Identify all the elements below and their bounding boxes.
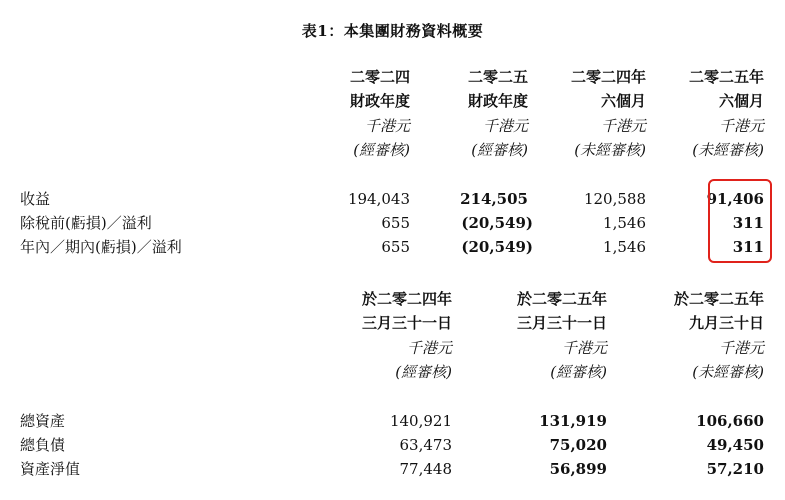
table-cell: 1,546 (603, 214, 646, 232)
row-label-total-assets: 總資產 (20, 412, 66, 430)
s1-col4-line2: 六個月 (718, 92, 764, 110)
table-cell: 655 (381, 214, 410, 232)
s2-col1-line2: 三月三十一日 (361, 314, 452, 332)
s1-col2-unit: 千港元 (482, 117, 528, 135)
s1-col4-line1: 二零二五年 (688, 68, 764, 86)
s2-col2-unit: 千港元 (561, 339, 607, 357)
s2-col3-audit: (未經審核) (692, 363, 764, 381)
s1-col2-line1: 二零二五 (467, 68, 528, 86)
s1-col1-line1: 二零二四 (349, 68, 410, 86)
s1-col3-unit: 千港元 (600, 117, 646, 135)
s2-col2-line1: 於二零二五年 (516, 290, 607, 308)
table-cell: 57,210 (706, 460, 764, 478)
table-cell: (20,549) (461, 238, 533, 256)
table-cell: 311 (732, 238, 764, 256)
row-label-period-profit: 年內／期內(虧損)／溢利 (20, 238, 182, 256)
s1-col4-unit: 千港元 (718, 117, 764, 135)
s1-col3-audit: (未經審核) (574, 141, 646, 159)
s1-col1-line2: 財政年度 (349, 92, 410, 110)
s2-col3-line1: 於二零二五年 (673, 290, 764, 308)
table-cell: 131,919 (539, 412, 607, 430)
table-cell: 311 (732, 214, 764, 232)
table-cell: 75,020 (549, 436, 607, 454)
s1-col4-audit: (未經審核) (692, 141, 764, 159)
table-cell: 1,546 (603, 238, 646, 256)
row-label-total-liabilities: 總負債 (20, 436, 66, 454)
table-cell: 194,043 (347, 190, 410, 208)
row-label-net-assets: 資產淨值 (20, 460, 81, 478)
row-label-revenue: 收益 (20, 190, 51, 208)
table-cell: 91,406 (706, 190, 764, 208)
s1-col1-audit: (經審核) (353, 141, 410, 159)
s1-col3-line2: 六個月 (600, 92, 646, 110)
table-cell: 214,505 (460, 190, 528, 208)
table-cell: 655 (381, 238, 410, 256)
s2-col3-line2: 九月三十日 (688, 314, 764, 332)
s2-col1-unit: 千港元 (406, 339, 452, 357)
highlight-box (708, 179, 772, 263)
s1-col2-audit: (經審核) (471, 141, 528, 159)
table-title: 表1：本集團財務資料概要 (301, 22, 484, 40)
s1-col3-line1: 二零二四年 (570, 68, 646, 86)
s2-col2-line2: 三月三十一日 (516, 314, 607, 332)
table-cell: 140,921 (389, 412, 452, 430)
row-label-pretax: 除稅前(虧損)／溢利 (20, 214, 152, 232)
s2-col1-audit: (經審核) (395, 363, 452, 381)
table-cell: (20,549) (461, 214, 533, 232)
table-cell: 77,448 (399, 460, 452, 478)
table-cell: 106,660 (696, 412, 764, 430)
table-cell: 120,588 (583, 190, 646, 208)
table-cell: 63,473 (399, 436, 452, 454)
s1-col2-line2: 財政年度 (467, 92, 528, 110)
s2-col1-line1: 於二零二四年 (361, 290, 452, 308)
table-cell: 49,450 (706, 436, 764, 454)
s2-col3-unit: 千港元 (718, 339, 764, 357)
table-cell: 56,899 (549, 460, 607, 478)
s2-col2-audit: (經審核) (550, 363, 607, 381)
s1-col1-unit: 千港元 (364, 117, 410, 135)
